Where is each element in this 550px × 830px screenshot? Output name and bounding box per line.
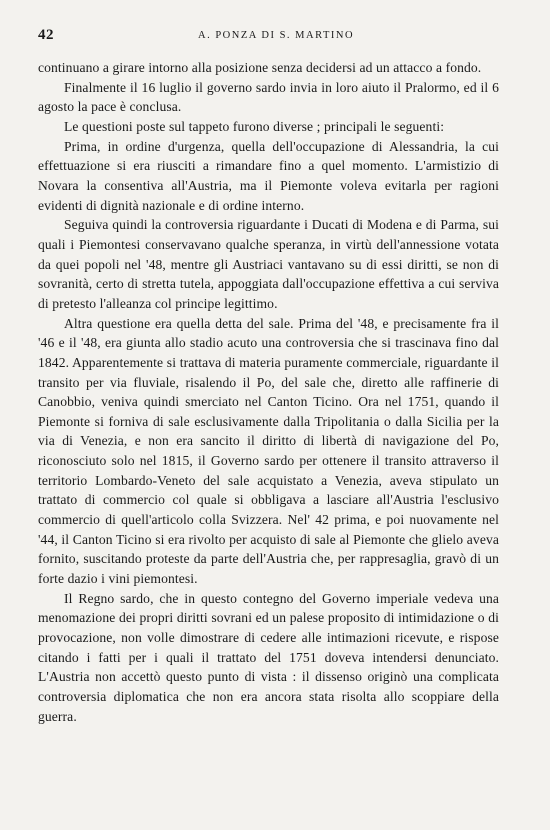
paragraph-ducati: Seguiva quindi la controversia riguardante i Ducati di Modena e di Parma, sui quali i Piemontesi conservavano qualche speranza, in virtù dell'annessione votata da quei popoli nel '48, mentre gli Austriaci vantavano su di essi diritti, se non di sovranità, certo di stretta tutela, appoggiata dall'occupazione effettiva a cui serviva di pretesto l'alleanza col principe legittimo. (38, 217, 499, 311)
paragraph-regno-sardo: Il Regno sardo, che in questo contegno del Governo imperiale vedeva una menomazione dei propri diritti sovrani ed un palese proposito di intimidazione o di provocazione, non volle dimostrare di cedere alle intimazioni ricevute, e rispose citando i fatti per i quali il trattato del 1751 doveva intendersi denunciato. L'Austria non accettò questo punto di vista : il dissenso originò una complicata controversia diplomatica che non era ancora stata risolta allo scoppiare della guerra. (38, 590, 499, 724)
body-text (38, 58, 499, 726)
paragraph-questions-intro: Le questioni poste sul tappeto furono diverse ; principali le seguenti: (64, 118, 445, 134)
paragraph-continuation: continuano a girare intorno alla posizione senza decidersi ad un attacco a fondo. (38, 60, 482, 75)
page-number: 42 (38, 27, 54, 43)
paragraph-sale: Altra questione era quella detta del sale. Prima del '48, e precisamente fra il '46 e il '48, era giunta allo stadio acuto una controversia che si trascinava fino dal 1842. Apparentemente si trattava di materia puramente commerciale, riguardante il transito per via fluviale, risalendo il Po, del sale che, diretto alle raffinerie di Canobbio, veniva quindi smerciato nel Canton Ticino. Ora nel 1751, quando il Piemonte si forniva di sale esclusivamente dalla Tripolitania o dalla Sicilia per la via di Venezia, e non era sancito il diritto di libertà di navigazione del Po, riconosciuto solo nel 1815, il Governo sardo per ottenere il transito attraverso il territorio Lombardo-Veneto del sale acquistato a Venezia, aveva stipulato un trattato di commercio col quale si obbligava a lasciare all'Austria l'esclusivo commercio di quell'articolo colla Svizzera. Nel' 42 prima, e poi nuovamente nel '44, il Canton Ticino si era rivolto per acquisto di sale al Piemonte che glielo aveva fornito, suscitando proteste da parte dell'Austria che, per rappresaglia, gravò di un forte dazio i vini piemontesi. (38, 315, 499, 587)
paragraph-pralormo: Finalmente il 16 luglio il governo sardo invia in loro aiuto il Pralormo, ed il 6 agosto la pace è conclusa. (38, 79, 499, 115)
page-header (38, 27, 518, 49)
running-head: A. PONZA DI S. MARTINO (198, 30, 355, 41)
paragraph-alessandria: Prima, in ordine d'urgenza, quella dell'occupazione di Alessandria, la cui effettuazione si era riusciti a rimandare fino a quel momento. L'armistizio di Novara la consentiva all'Austria, ma il Piemonte voleva evitarla per ragioni evidenti di dignità nazionale e di ordine interno. (38, 138, 499, 213)
